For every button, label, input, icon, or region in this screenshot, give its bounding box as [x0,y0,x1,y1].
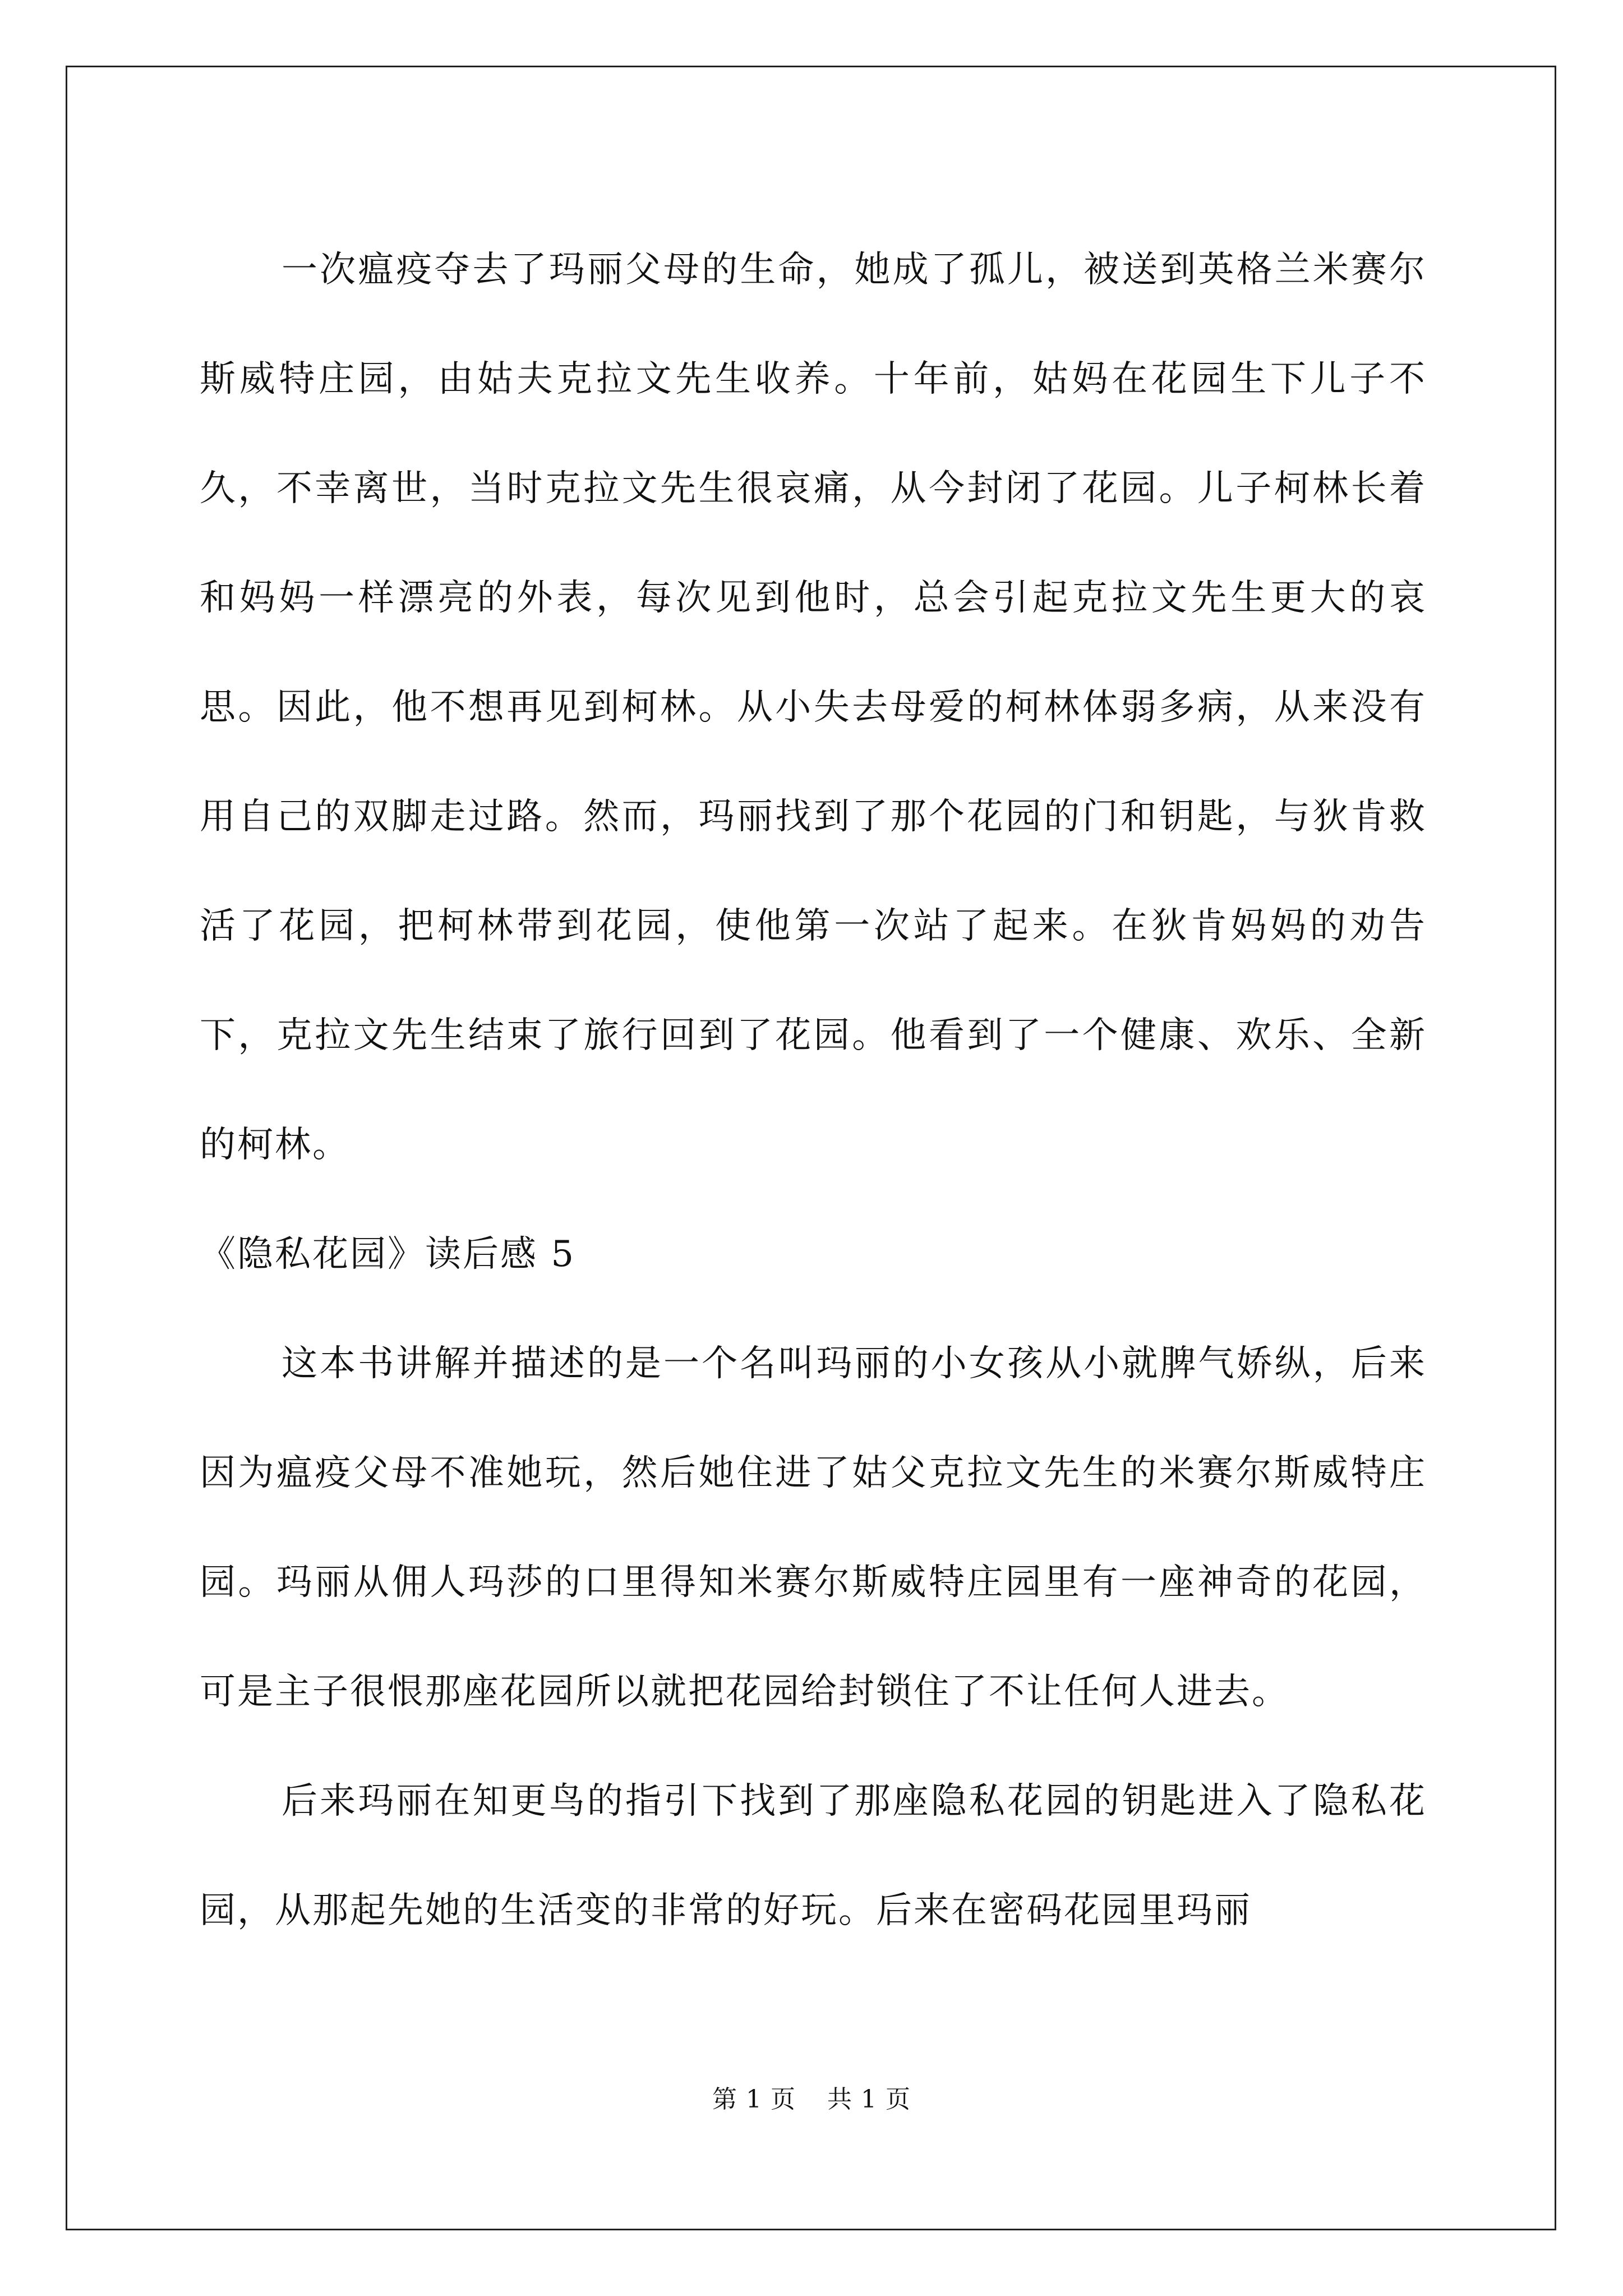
document-body [200,215,1427,1966]
page-total: 共 1 页 [827,2085,911,2114]
section-heading: 《隐私花园》读后感 5 [200,1234,576,1275]
paragraph-3: 后来玛丽在知更鸟的指引下找到了那座隐私花园的钥匙进入了隐私花园，从那起先她的生活变的非常的好玩。后来在密码花园里玛丽 [200,1780,1427,1931]
page-footer [0,2079,1623,2115]
page-number: 第 1 页 [712,2085,796,2114]
paragraph-1: 一次瘟疫夺去了玛丽父母的生命，她成了孤儿，被送到英格兰米赛尔斯威特庄园，由姑夫克拉文先生收养。十年前，姑妈在花园生下儿子不久，不幸离世，当时克拉文先生很哀痛，从今封闭了花园。儿子柯林长着和妈妈一样漂亮的外表，每次见到他时，总会引起克拉文先生更大的哀思。因此，他不想再见到柯林。从小失去母爱的柯林体弱多病，从来没有用自己的双脚走过路。然而，玛丽找到了那个花园的门和钥匙，与狄肯救活了花园，把柯林带到花园，使他第一次站了起来。在狄肯妈妈的劝告下，克拉文先生结束了旅行回到了花园。他看到了一个健康、欢乐、全新的柯林。 [200,249,1427,1166]
paragraph-2: 这本书讲解并描述的是一个名叫玛丽的小女孩从小就脾气娇纵，后来因为瘟疫父母不准她玩，然后她住进了姑父克拉文先生的米赛尔斯威特庄园。玛丽从佣人玛莎的口里得知米赛尔斯威特庄园里有一座神奇的花园，可是主子很恨那座花园所以就把花园给封锁住了不让任何人进去。 [200,1343,1427,1713]
